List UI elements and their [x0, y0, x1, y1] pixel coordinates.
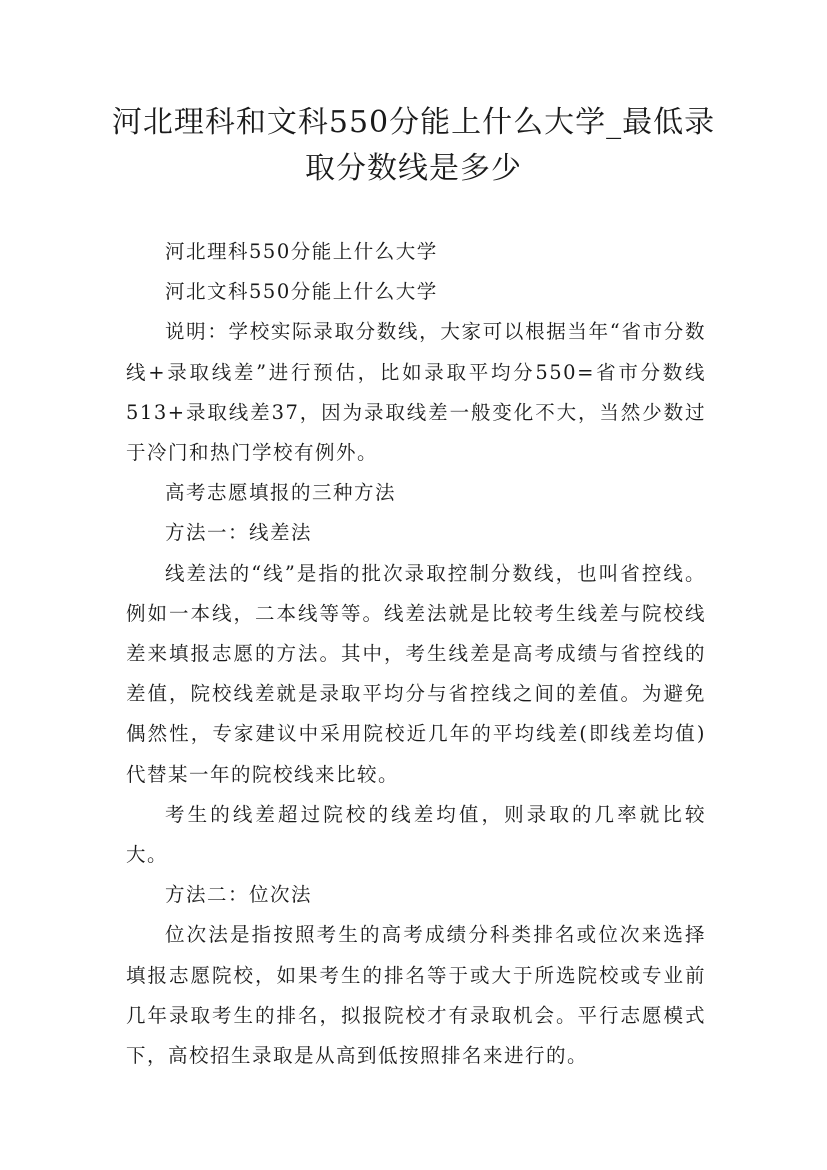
- paragraph-method-one-body: 线差法的“线”是指的批次录取控制分数线，也叫省控线。例如一本线，二本线等等。线差法就是比较考生线差与院校线差来填报志愿的方法。其中，考生线差是高考成绩与省控线的差值，院校线差就是录取平均分与省控线之间的差值。为避免偶然性，专家建议中采用院校近几年的平均线差(即线差均值)代替某一年的院校线来比较。: [126, 561, 706, 786]
- paragraph-heading-arts: 河北文科550分能上什么大学: [165, 280, 438, 304]
- document-body: [126, 232, 706, 1076]
- paragraph-method-two-body: 位次法是指按照考生的高考成绩分科类排名或位次来选择填报志愿院校，如果考生的排名等于或大于所选院校或专业前几年录取考生的排名，拟报院校才有录取机会。平行志愿模式下，高校招生录取是从高到低按照排名来进行的。: [126, 923, 706, 1068]
- document-title: 河北理科和文科550分能上什么大学_最低录取分数线是多少: [111, 105, 716, 186]
- paragraph-section-heading: 高考志愿填报的三种方法: [165, 481, 397, 505]
- paragraph-method-one-heading: 方法一：线差法: [165, 521, 313, 545]
- paragraph-method-two-heading: 方法二：位次法: [165, 883, 313, 907]
- paragraph-note: 说明：学校实际录取分数线，大家可以根据当年“省市分数线+录取线差”进行预估，比如录取平均分550=省市分数线513+录取线差37，因为录取线差一般变化不大，当然少数过于冷门和热门学校有例外。: [126, 320, 706, 465]
- paragraph-heading-science: 河北理科550分能上什么大学: [165, 240, 438, 263]
- paragraph-method-one-conclusion: 考生的线差超过院校的线差均值，则录取的几率就比较大。: [126, 802, 706, 867]
